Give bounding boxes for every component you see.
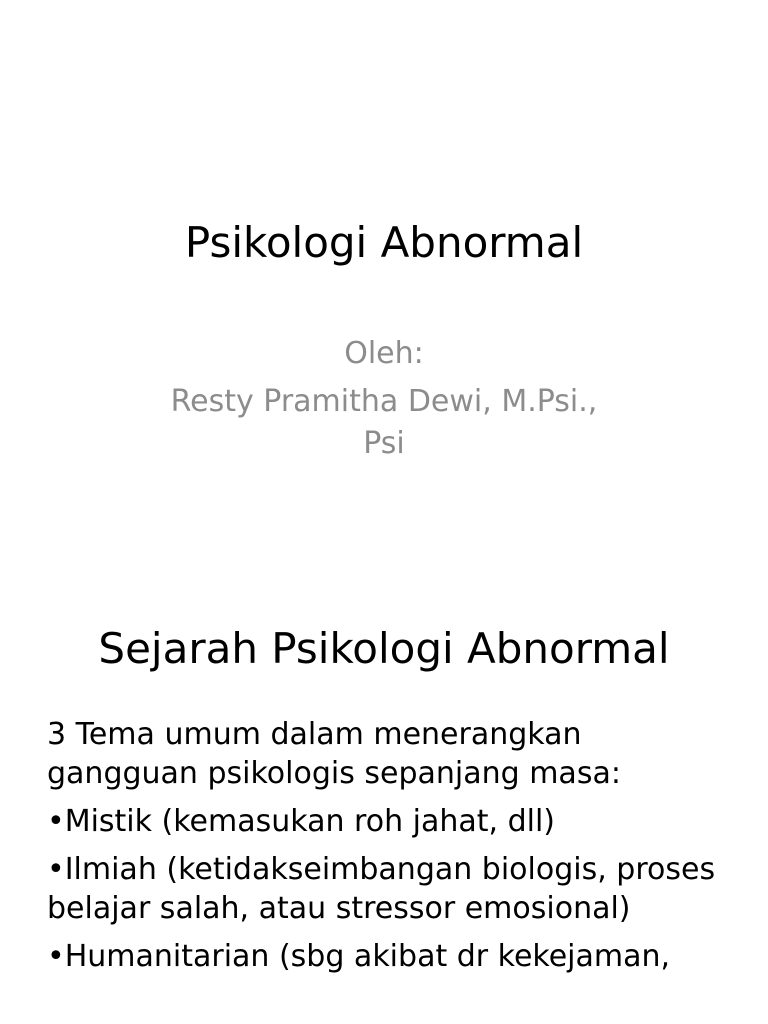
intro-paragraph: 3 Tema umum dalam menerangkan gangguan psikologis sepanjang masa: [47, 717, 621, 791]
subtitle-by-label: Oleh: [344, 336, 424, 371]
subtitle-block [130, 333, 638, 465]
bullet-item-ilmiah: •Ilmiah (ketidakseimbangan biologis, proses belajar salah, atau stressor emosional) [47, 852, 716, 926]
content-slide [0, 576, 768, 1024]
bullet-item-mistik: •Mistik (kemasukan roh jahat, dll) [47, 804, 555, 839]
bullet-item-humanitarian: •Humanitarian (sbg akibat dr kekejaman, [47, 939, 671, 974]
presentation-title: Psikologi Abnormal [184, 218, 584, 267]
slide-title: Sejarah Psikologi Abnormal [98, 624, 670, 673]
slide-body [47, 715, 737, 985]
bullet-list [47, 802, 737, 976]
author-name-line2: Psi [363, 426, 405, 461]
author-name-line1: Resty Pramitha Dewi, M.Psi., [170, 384, 598, 419]
